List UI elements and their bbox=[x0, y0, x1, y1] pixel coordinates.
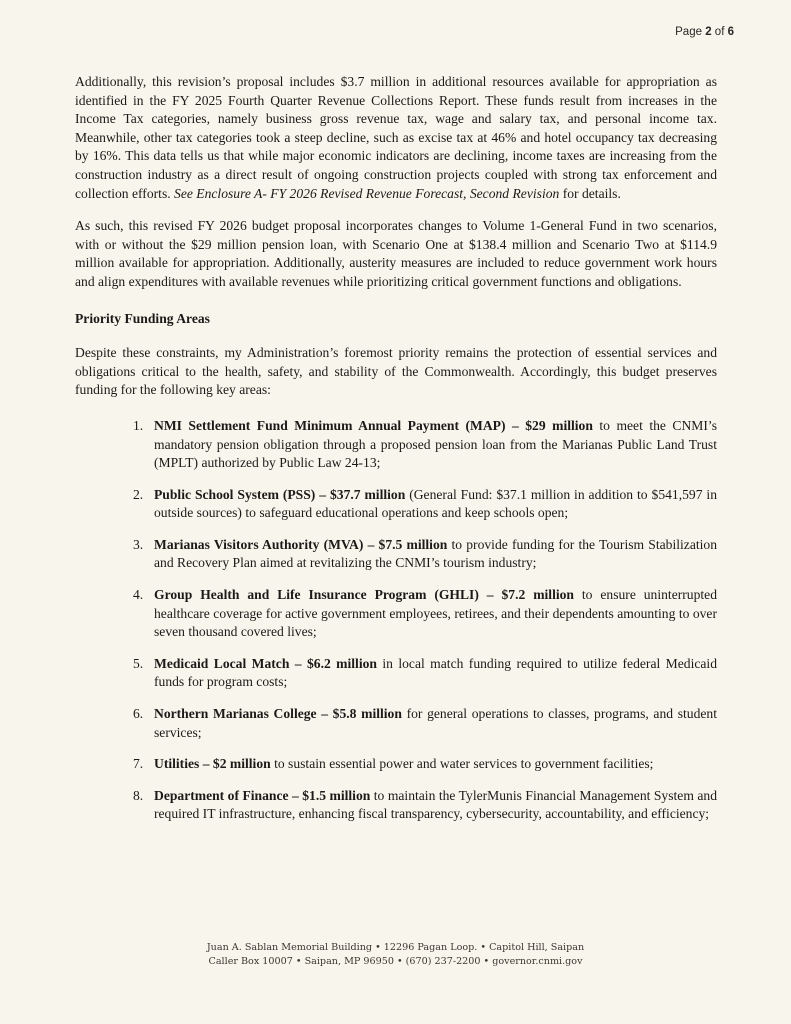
list-item-title: Medicaid Local Match – $6.2 million bbox=[154, 655, 377, 671]
list-item-number: 6. bbox=[133, 706, 144, 722]
budget-scenarios-paragraph: As such, this revised FY 2026 budget proposal incorporates changes to Volume 1-General Fund in two scenarios, with or without the $29 million pension loan, with Scenario One at $138.4 million and Scenario Two at $114.9 million available for appropriation. Additionally, austerity measures are included to reduce government work hours and align expenditures with available revenues while prioritizing critical government functions and obligations. bbox=[75, 218, 717, 289]
page-number-current: 2 bbox=[705, 26, 712, 38]
list-item bbox=[75, 787, 717, 824]
list-item bbox=[75, 755, 717, 774]
document-body bbox=[75, 73, 717, 837]
list-item-title: Department of Finance – $1.5 million bbox=[154, 787, 371, 803]
list-item-text: to meet the CNMI’s mandatory pension obligation through a proposed pension loan from the Marianas Public Land Trust (MPLT) authorized by Public Law 24-13; bbox=[154, 417, 717, 471]
list-item-text: in local match funding required to utilize federal Medicaid funds for program costs; bbox=[154, 655, 717, 690]
list-item-number: 4. bbox=[133, 587, 144, 603]
priority-funding-list bbox=[75, 417, 717, 824]
list-item-text: to maintain the TylerMunis Financial Management System and required IT infrastructure, enhancing fiscal transparency, cybersecurity, accountability, and efficiency; bbox=[154, 787, 717, 822]
list-item-number: 2. bbox=[133, 486, 144, 502]
list-item-title: Public School System (PSS) – $37.7 million bbox=[154, 486, 406, 502]
list-item-text: (General Fund: $37.1 million in addition to $541,597 in outside sources) to safeguard educational operations and keep schools open; bbox=[154, 486, 718, 521]
list-item-number: 3. bbox=[133, 536, 144, 552]
list-item bbox=[75, 655, 717, 692]
list-item bbox=[75, 536, 717, 573]
footer-address-line: Juan A. Sablan Memorial Building • 12296 Pagan Loop. • Capitol Hill, Saipan bbox=[206, 942, 585, 953]
section-intro: Despite these constraints, my Administration’s foremost priority remains the protection of essential services and obligations critical to the health, safety, and stability of the Commonwealth. Accordingly, this budget preserves funding for the following key areas: bbox=[75, 345, 717, 398]
list-item bbox=[75, 417, 717, 473]
list-item bbox=[75, 486, 717, 523]
page-number-mid: of bbox=[711, 26, 728, 38]
page-number bbox=[675, 26, 734, 38]
revenue-paragraph-text: Additionally, this revision’s proposal includes $3.7 million in additional resources available for appropriation as identified in the FY 2025 Fourth Quarter Revenue Collections Report. These funds result from increases in the Income Tax categories, namely business gross revenue tax, wage and salary tax, and personal income tax. Meanwhile, other tax categories took a steep decline, such as excise tax at 46% and hotel occupancy tax decreasing by 16%. This data tells us that while major economic indicators are declining, income taxes are increasing from the construction industry as a direct result of ongoing construction projects coupled with strong tax enforcement and collection efforts. bbox=[75, 74, 717, 201]
list-item-number: 1. bbox=[133, 417, 144, 433]
list-item-title: Group Health and Life Insurance Program (GHLI) – $7.2 million bbox=[154, 587, 574, 603]
letterhead-footer bbox=[0, 941, 791, 969]
footer-contact-line: Caller Box 10007 • Saipan, MP 96950 • (670) 237-2200 • governor.cnmi.gov bbox=[208, 956, 583, 967]
revenue-paragraph-suffix: for details. bbox=[559, 185, 621, 201]
list-item-title: Marianas Visitors Authority (MVA) – $7.5 million bbox=[154, 536, 448, 552]
list-item-number: 8. bbox=[133, 787, 144, 803]
list-item-text: for general operations to classes, programs, and student services; bbox=[154, 706, 717, 740]
list-item-number: 5. bbox=[133, 655, 144, 671]
page-number-prefix: Page bbox=[675, 26, 706, 38]
list-item-text: to sustain essential power and water services to government facilities; bbox=[270, 756, 654, 772]
list-item-title: Northern Marianas College – $5.8 million bbox=[154, 706, 402, 722]
section-heading: Priority Funding Areas bbox=[75, 310, 210, 326]
list-item-title: Utilities – $2 million bbox=[154, 756, 271, 772]
revenue-paragraph bbox=[75, 73, 717, 203]
list-item-text: to provide funding for the Tourism Stabilization and Recovery Plan aimed at revitalizing the CNMI’s tourism industry; bbox=[154, 536, 717, 571]
list-item bbox=[75, 586, 717, 642]
list-item-number: 7. bbox=[133, 756, 144, 772]
enclosure-reference: See Enclosure A- FY 2026 Revised Revenue Forecast, Second Revision bbox=[174, 185, 560, 201]
list-item bbox=[75, 705, 717, 742]
list-item-text: to ensure uninterrupted healthcare coverage for active government employees, retirees, and their dependents amounting to over seven thousand covered lives; bbox=[154, 587, 717, 640]
page-number-total: 6 bbox=[727, 26, 734, 38]
list-item-title: NMI Settlement Fund Minimum Annual Payment (MAP) – $29 million bbox=[154, 417, 593, 433]
